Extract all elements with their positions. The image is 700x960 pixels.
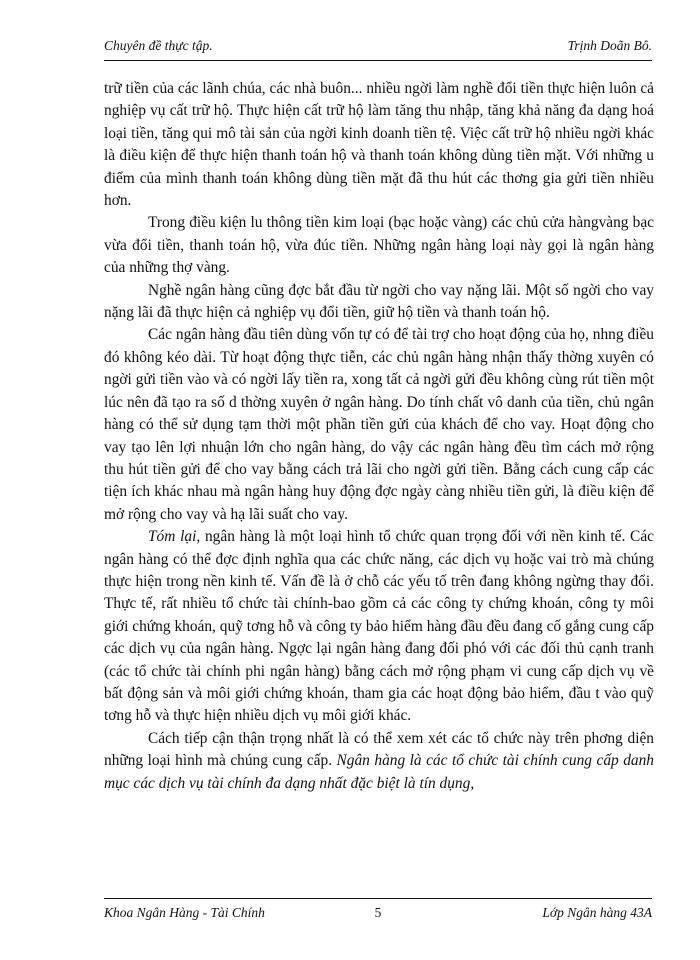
paragraph-2: Trong điều kiện lu thông tiền kim loại (bạc hoặc vàng) các chủ cửa hàngvàng bạc vừa đổi tiền, thanh toán hộ, vừa đúc tiền. Những ngân hàng loại này gọi là ngân hàng của những thợ vàng. <box>104 214 654 277</box>
page-header <box>104 36 652 61</box>
header-course-title: Chuyên đề thực tập. <box>104 38 213 53</box>
footer-faculty: Khoa Ngân Hàng - Tài Chính <box>104 905 265 920</box>
paragraph-1: trữ tiền của các lãnh chúa, các nhà buôn... nhiều ngời làm nghề đổi tiền thực hiện luôn cả nghiệp vụ cất trữ hộ. Thực hiện cất trữ hộ làm tăng thu nhập, tăng khả năng đa dạng hoá loại tiền, tăng qui mô tài sản của ngời kinh doanh tiền tệ. Việc cất trữ hộ nhiều ngời khác là điều kiện để thực hiện thanh toán hộ và thanh toán không dùng tiền mặt. Với những u điểm của mình thanh toán không dùng tiền mặt đã thu hút các thơng gia gửi tiền nhiều hơn. <box>104 80 654 210</box>
paragraph-closing <box>104 728 654 795</box>
document-body <box>104 78 654 795</box>
paragraph-4: Các ngân hàng đầu tiên dùng vốn tự có để tài trợ cho hoạt động của họ, nhng điều đó không kéo dài. Từ hoạt động thực tiễn, các chủ ngân hàng nhận thấy thờng xuyên có ngời gửi tiền vào và có ngời lấy tiền ra, xong tất cả ngời gửi đều không cùng rút tiền một lúc nên đã tạo ra số d thờng xuyên ở ngân hàng. Do tính chất vô danh của tiền, chủ ngân hàng có thể sử dụng tạm thời một phần tiền gửi của khách để cho vay. Hoạt động cho vay tạo lên lợi nhuận lớn cho ngân hàng, do vậy các ngân hàng đều tìm cách mở rộng thu hút tiền gửi để cho vay bằng cách trả lãi cho ngời gửi tiền. Bằng cách cung cấp các tiện ích khác nhau mà ngân hàng huy động đợc ngày càng nhiều tiền gửi, là điều kiện để mở rộng cho vay và hạ lãi suất cho vay. <box>104 326 654 523</box>
header-author-name: Trịnh Doãn Bô. <box>567 38 652 53</box>
closing-text: Cách tiếp cận thận trọng nhất là có thể xem xét các tổ chức này trên phơng diện những loại hình mà chúng cung cấp. <box>104 729 654 770</box>
page-footer <box>104 898 652 923</box>
paragraph-summary <box>104 526 654 728</box>
paragraph-3: Nghề ngân hàng cũng đợc bắt đầu từ ngời cho vay nặng lãi. Một số ngời cho vay nặng lãi đã thực hiện cả nghiệp vụ đổi tiền, giữ hộ tiền và thanh toán hộ. <box>104 281 654 322</box>
closing-definition: Ngân hàng là các tổ chức tài chính cung cấp danh mục các dịch vụ tài chính đa dạng nhất đặc biệt là tín dụng, <box>104 752 654 792</box>
footer-class: Lớp Ngân hàng 43A <box>542 905 652 920</box>
page-number: 5 <box>374 905 382 920</box>
summary-lead: Tóm lại <box>148 528 197 546</box>
summary-text: , ngân hàng là một loại hình tổ chức quan trọng đối với nền kinh tế. Các ngân hàng có thể đợc định nghĩa qua các chức năng, các dịch vụ hoặc vai trò mà chúng thực hiện trong nền kinh tế. Vấn đề là ở chỗ các yếu tố trên đang không ngừng thay đổi. Thực tế, rất nhiều tổ chức tài chính-bao gồm cả các công ty chứng khoán, công ty môi giới chứng khoán, quỹ tơng hỗ và công ty bảo hiểm hàng đầu đều đang cố gắng cung cấp các dịch vụ của ngân hàng. Ngợc lại ngân hàng đang đối phó với các đối thủ cạnh tranh (các tổ chức tài chính phi ngân hàng) bằng cách mở rộng phạm vi cung cấp dịch vụ về bất động sản và môi giới chứng khoán, tham gia các hoạt động bảo hiểm, đầu t vào quỹ tơng hỗ và thực hiện nhiều dịch vụ môi giới khác. <box>104 528 654 725</box>
